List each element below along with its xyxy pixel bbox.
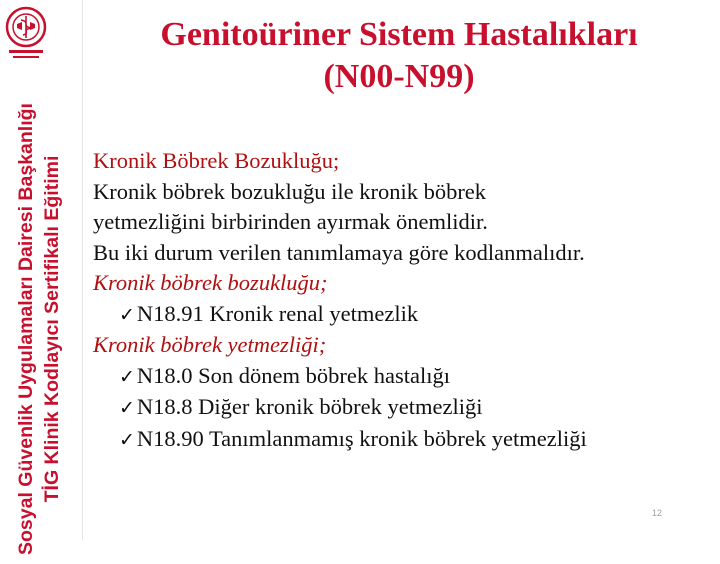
subheading-yetmezligi: Kronik böbrek yetmezliği;: [93, 332, 327, 357]
checkmark-icon: ✓: [119, 365, 135, 388]
list-item: [93, 299, 713, 331]
paragraph-1-line-2: yetmezliğini birbirinden ayırmak önemlidir.: [93, 209, 488, 234]
paragraph-2: Bu iki durum verilen tanımlamaya göre kodlanmalıdır.: [93, 239, 585, 265]
list-item-text: N18.0 Son dönem böbrek hastalığı: [136, 362, 451, 388]
title-line-2: (N00-N99): [323, 58, 475, 95]
sidebar-line-training: TİG Klinik Kodlayıcı Sertifikalı Eğitimi: [41, 155, 63, 503]
sidebar: [0, 0, 82, 555]
list-item-text: N18.91 Kronik renal yetmezlik: [136, 300, 419, 326]
section-heading: Kronik Böbrek Bozukluğu;: [93, 148, 340, 173]
paragraph-1-line-1: Kronik böbrek bozukluğu ile kronik böbrek: [93, 178, 487, 204]
checkmark-icon: ✓: [119, 397, 135, 419]
sidebar-line-department: Sosyal Güvenlik Uygulamaları Dairesi Başkanlığı: [15, 103, 37, 555]
list-item: [93, 361, 713, 393]
slide-title: [96, 14, 702, 98]
checkmark-icon: ✓: [119, 303, 135, 326]
sidebar-vertical-text: [0, 94, 78, 564]
list-item-text: N18.8 Diğer kronik böbrek yetmezliği: [136, 394, 483, 419]
list-item: [93, 392, 713, 424]
checkmark-icon: ✓: [119, 428, 135, 451]
subheading-bozuklugu: Kronik böbrek bozukluğu;: [93, 270, 328, 295]
list-item: [93, 424, 713, 456]
title-line-1: Genitoüriner Sistem Hastalıkları: [160, 16, 638, 53]
page-number: 12: [652, 508, 663, 518]
sidebar-divider: [82, 0, 83, 540]
list-item-text: N18.90 Tanımlanmamış kronik böbrek yetmezliği: [136, 425, 587, 451]
ministry-logo-icon: [5, 6, 47, 64]
slide-body: [93, 146, 713, 455]
